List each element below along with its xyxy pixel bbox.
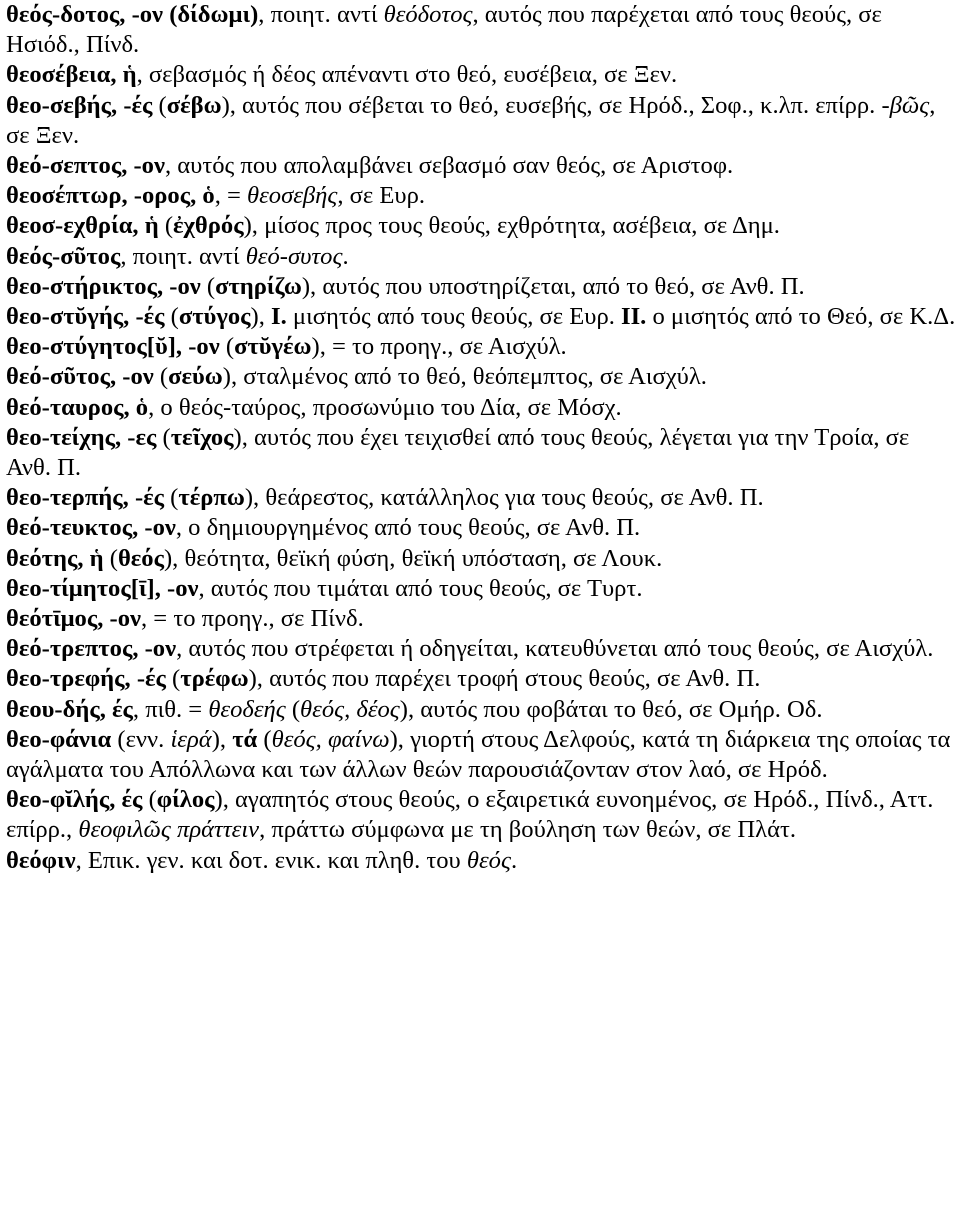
entry-text: , Επικ. γεν. και δοτ. ενικ. και πληθ. του — [75, 846, 467, 874]
entry-headword: τεῖχος — [170, 423, 234, 451]
dictionary-entry — [6, 423, 956, 483]
dictionary-entry — [6, 695, 956, 725]
entry-headword: θεό-τευκτος, -ον — [6, 514, 176, 542]
dictionary-entry — [6, 60, 956, 90]
entry-text: ), θεάρεστος, κατάλληλος για τους θεούς, σε Ανθ. Π. — [244, 484, 764, 512]
entry-text: ( — [285, 695, 301, 723]
dictionary-entry — [6, 332, 956, 362]
entry-italic-text: θεοφιλῶς πράττειν — [78, 816, 260, 844]
entry-text: ( — [165, 665, 181, 693]
entry-headword: θεο-στῠγής, -ές — [6, 303, 165, 331]
entry-headword: θεοσέπτωρ, -ορος, ὁ — [6, 182, 215, 210]
entry-headword: θεόφιν — [6, 846, 76, 874]
entry-text: , πιθ. = — [132, 695, 209, 723]
entry-italic-text: θεός — [466, 846, 511, 874]
dictionary-entry — [6, 242, 956, 272]
dictionary-entry — [6, 604, 956, 634]
entry-text: ( — [156, 423, 171, 451]
entry-headword: θεό-σῦτος, -ον — [6, 363, 154, 391]
entry-headword: ἐχθρός — [173, 212, 244, 240]
entry-text: ), αυτός που παρέχει τροφή στους θεούς, σε Ανθ. Π. — [248, 665, 761, 693]
entry-text: ), = το προηγ., σε Αισχύλ. — [311, 333, 567, 361]
entry-headword: θεο-τείχης, -ες — [6, 423, 157, 451]
entry-text: ( — [164, 303, 179, 331]
dictionary-entry — [6, 544, 956, 574]
dictionary-entry — [6, 362, 956, 392]
entry-headword: σεύω — [168, 363, 223, 391]
entry-text: , = — [214, 182, 248, 210]
entry-text: μισητός από τους θεούς, σε Ευρ. — [286, 303, 622, 331]
entry-text: (ενν. — [111, 725, 171, 753]
dictionary-entry — [6, 211, 956, 241]
entry-headword: θεο-στύγητος[ῠ], -ον — [6, 333, 220, 361]
entry-headword: θεο-φῐλής, ές — [6, 786, 143, 814]
entry-headword: θεοσέβεια, ἡ — [6, 61, 137, 89]
entry-headword: σέβω — [166, 91, 222, 119]
entry-text: ), αυτός που υποστηρίζεται, από το θεό, σε Ανθ. Π. — [301, 272, 805, 300]
dictionary-entry — [6, 513, 956, 543]
entry-italic-text: θεό-συτος — [245, 242, 343, 270]
dictionary-entry — [6, 785, 956, 845]
dictionary-entry — [6, 846, 956, 876]
dictionary-entry — [6, 91, 956, 151]
entry-italic-text: θεός, φαίνω — [271, 725, 390, 753]
entry-headword: τρέφω — [180, 665, 249, 693]
entry-text: , ποιητ. αντί — [258, 1, 384, 28]
entry-headword: θεότῑμος, -ον — [6, 605, 141, 633]
entry-italic-text: θεοσεβής — [247, 182, 338, 210]
entry-text: ), γιορτή στους Δελφούς, κατά τη διάρκεια της οποίας τα αγάλματα του Απόλλωνα και των άλλων θεών παρουσιάζονταν στον λαό, σε Ηρόδ. — [6, 725, 951, 784]
entry-text: . — [342, 242, 349, 270]
entry-text: ), μίσος προς τους θεούς, εχθρότητα, ασέβεια, σε Δημ. — [243, 212, 780, 240]
entry-text: , σε Ξεν. — [6, 91, 936, 149]
entry-text: , ποιητ. αντί — [120, 242, 246, 270]
entry-headword: θεο-στήρικτος, -ον — [6, 272, 201, 300]
entry-headword: στῠγέω — [234, 333, 312, 361]
dictionary-entry — [6, 634, 956, 664]
dictionary-entry — [6, 302, 956, 332]
entry-text: ), θεότητα, θεϊκή φύση, θεϊκή υπόσταση, σε Λουκ. — [163, 544, 663, 572]
entry-text: , σεβασμός ή δέος απέναντι στο θεό, ευσέβεια, σε Ξεν. — [136, 61, 678, 89]
entry-italic-text: ἱερά — [170, 725, 212, 753]
entry-text: , = το προηγ., σε Πίνδ. — [141, 605, 364, 633]
entry-italic-text: θεός, δέος — [300, 695, 400, 723]
entry-text: ), σταλμένος από το θεό, θεόπεμπτος, σε Αισχύλ. — [222, 363, 707, 391]
entry-headword: θεου-δής, ές — [6, 695, 133, 723]
entry-text: , ο δημιουργημένος από τους θεούς, σε Ανθ. Π. — [175, 514, 641, 542]
entry-text: ( — [200, 272, 216, 300]
entry-text: ), αγαπητός στους θεούς, ο εξαιρετικά ευνοημένος, σε Ηρόδ., Πίνδ., Αττ. επίρρ., — [6, 786, 934, 844]
entry-headword: θεός-δοτος, -ον (δίδωμι) — [6, 1, 259, 28]
entry-text: ), αυτός που σέβεται το θεό, ευσεβής, σε Ηρόδ., Σοφ., κ.λπ. επίρρ. — [221, 91, 882, 119]
entry-headword: στηρίζω — [215, 272, 302, 300]
entry-headword: θεό-ταυρος, ὁ — [6, 393, 149, 421]
dictionary-entry — [6, 272, 956, 302]
entry-text: ), αυτός που έχει τειχισθεί από τους θεούς, λέγεται για την Τροία, σε Ανθ. Π. — [6, 423, 910, 482]
entry-headword: θεο-τερπής, -ές — [6, 484, 165, 512]
entry-text: ( — [219, 333, 235, 361]
entry-text: ), — [211, 725, 233, 753]
entry-text: , πράττω σύμφωνα με τη βούληση των θεών, σε Πλάτ. — [259, 816, 796, 844]
dictionary-entry — [6, 0, 956, 60]
entry-text: ο μισητός από το Θεό, σε Κ.Δ. — [646, 303, 956, 331]
entry-text: , αυτός που στρέφεται ή οδηγείται, κατευθύνεται από τους θεούς, σε Αισχύλ. — [176, 635, 934, 663]
dictionary-entry — [6, 664, 956, 694]
entry-headword: I. — [271, 303, 287, 331]
entry-text: ( — [103, 544, 118, 572]
entry-headword: θεό-τρεπτος, -ον — [6, 635, 177, 663]
entry-text: ( — [257, 725, 272, 753]
entry-headword: θεο-τίμητος[ῑ], -ον — [6, 574, 199, 602]
dictionary-entry — [6, 151, 956, 181]
entry-text: ), αυτός που φοβάται το θεό, σε Ομήρ. Οδ. — [399, 695, 823, 723]
entry-headword: θεός-σῦτος — [6, 242, 121, 270]
entry-text: , αυτός που παρέχεται από τους θεούς, σε Ησιόδ., Πίνδ. — [6, 1, 882, 59]
entry-text: ), — [250, 303, 272, 331]
entry-headword: φίλος — [156, 786, 215, 814]
dictionary-entry — [6, 393, 956, 423]
dictionary-entry — [6, 483, 956, 513]
entry-italic-text: θεοδεής — [208, 695, 286, 723]
entry-headword: II. — [621, 303, 647, 331]
entry-headword: θεο-σεβής, -ές — [6, 91, 153, 119]
entry-headword: τά — [232, 725, 258, 753]
entry-text: , αυτός που απολαμβάνει σεβασμό σαν θεός, σε Αριστοφ. — [164, 152, 734, 180]
dictionary-entry — [6, 574, 956, 604]
entry-italic-text: θεόδοτος — [383, 1, 473, 28]
entry-headword: θεό-σεπτος, -ον — [6, 152, 165, 180]
entry-text: ( — [142, 786, 157, 814]
entry-headword: θεότης, ἡ — [6, 544, 104, 572]
entry-headword: θεοσ-εχθρία, ἡ — [6, 212, 159, 240]
dictionary-entry — [6, 181, 956, 211]
entry-text: , ο θεός-ταύρος, προσωνύμιο του Δία, σε Μόσχ. — [148, 393, 622, 421]
dictionary-entry — [6, 725, 956, 785]
entry-text: , αυτός που τιμάται από τους θεούς, σε Τυρτ. — [198, 574, 643, 602]
entry-text: . — [510, 846, 518, 874]
entry-italic-text: -βῶς — [881, 91, 930, 119]
entry-text: ( — [158, 212, 174, 240]
entry-headword: θεο-φάνια — [6, 725, 112, 753]
entry-headword: τέρπω — [178, 484, 245, 512]
entry-text: , σε Ευρ. — [337, 182, 425, 210]
entry-headword: στύγος — [178, 303, 251, 331]
entry-headword: θεός — [117, 544, 164, 572]
entry-text: ( — [153, 363, 169, 391]
entry-text: ( — [164, 484, 179, 512]
entry-text: ( — [152, 91, 167, 119]
entry-headword: θεο-τρεφής, -ές — [6, 665, 166, 693]
